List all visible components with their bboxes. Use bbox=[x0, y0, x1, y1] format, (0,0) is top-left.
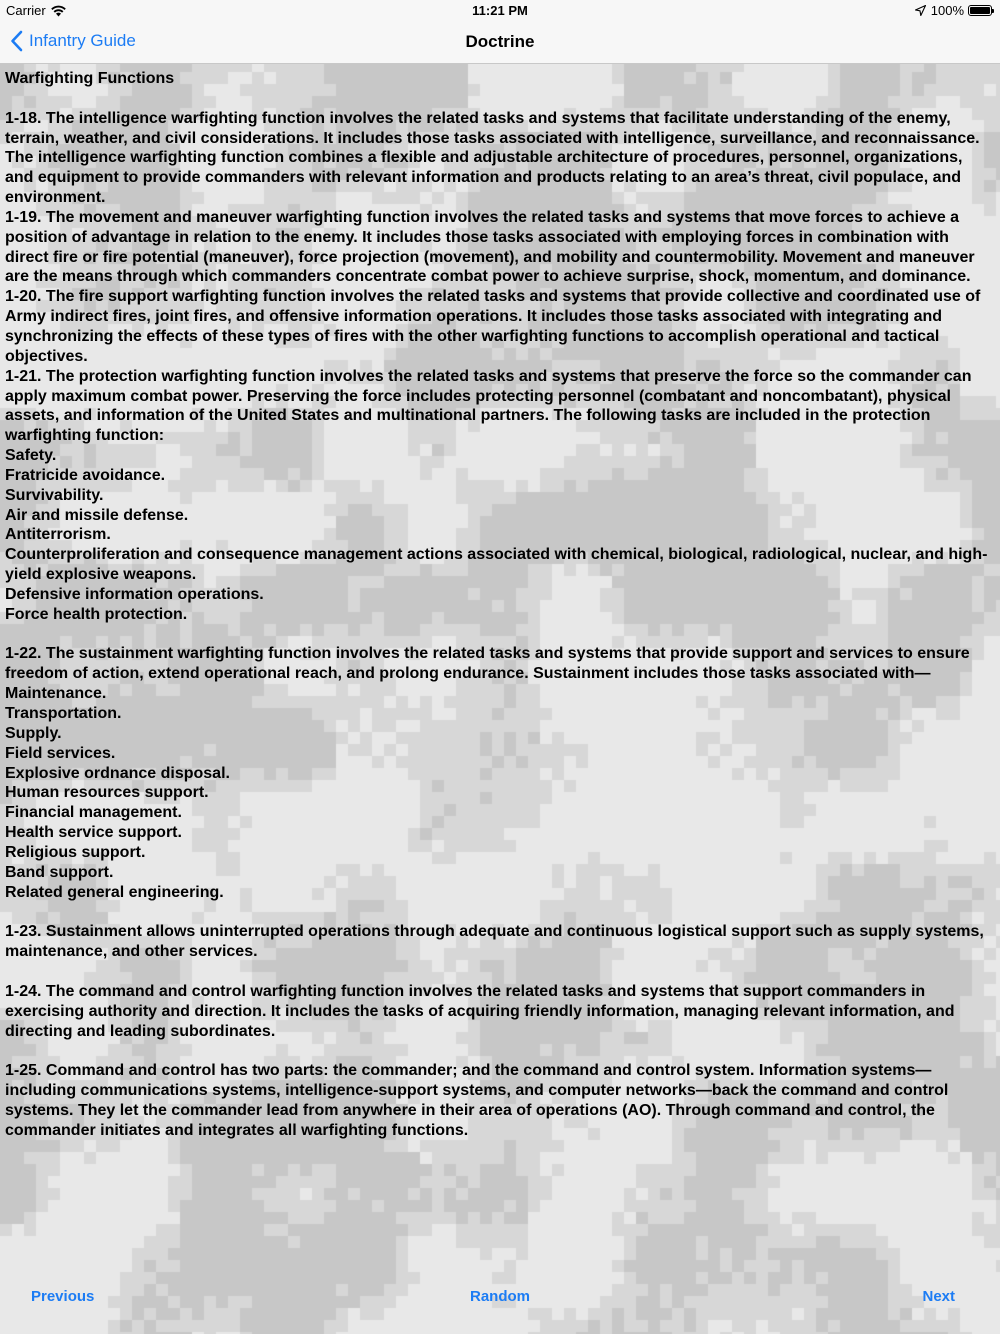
section-heading: Warfighting Functions bbox=[5, 70, 175, 87]
list-item: Field services. bbox=[5, 744, 116, 762]
paragraph-1-25: 1-25. Command and control has two parts: the commander; and the command and control system. Information systems—including communications systems, intelligence-support systems, and computer networks—back the command and control systems. They let the commander lead from anywhere in their area of operations (AO). Through command and control, the commander initiates and integrates all warfighting functions. bbox=[5, 1062, 949, 1139]
doctrine-text[interactable] bbox=[5, 69, 995, 1141]
battery-percent: 100% bbox=[930, 3, 964, 18]
list-item: Fratricide avoidance. bbox=[5, 466, 166, 484]
list-item: Human resources support. bbox=[5, 784, 209, 802]
list-item: Explosive ordnance disposal. bbox=[5, 764, 230, 782]
list-item: Related general engineering. bbox=[5, 883, 224, 901]
back-button[interactable] bbox=[10, 30, 136, 52]
random-button-wrap bbox=[0, 1288, 1000, 1305]
spacer bbox=[5, 902, 995, 922]
list-item: Safety. bbox=[5, 447, 57, 465]
list-item: Survivability. bbox=[5, 486, 104, 504]
list-item: Antiterrorism. bbox=[5, 526, 111, 544]
location-arrow-icon bbox=[915, 5, 926, 16]
status-time: 11:21 PM bbox=[472, 3, 528, 18]
next-button[interactable]: Next bbox=[922, 1288, 955, 1305]
paragraph-1-21: 1-21. The protection warfighting function involves the related tasks and systems that preserve the force so the commander can apply maximum combat power. Preserving the force includes protecting personnel (combatant and noncombatant), physical assets, and information of the United States and multinational partners. The following tasks are included in the protection warfighting function: bbox=[5, 367, 972, 445]
list-item: Maintenance. bbox=[5, 685, 107, 703]
paragraph-1-24: 1-24. The command and control warfighting function involves the related tasks and systems that support commanders in exercising authority and direction. It includes the tasks of acquiring friendly information, managing relevant information, and directing and leading subordinates. bbox=[5, 982, 955, 1040]
list-item: Health service support. bbox=[5, 824, 182, 842]
list-item: Religious support. bbox=[5, 843, 146, 861]
spacer bbox=[5, 625, 995, 645]
list-item: Force health protection. bbox=[5, 605, 188, 623]
list-item: Supply. bbox=[5, 724, 62, 742]
chevron-left-icon bbox=[10, 30, 23, 52]
random-button[interactable]: Random bbox=[470, 1288, 530, 1305]
battery-icon bbox=[968, 5, 992, 16]
spacer bbox=[5, 89, 995, 109]
back-button-label: Infantry Guide bbox=[29, 31, 136, 50]
previous-button[interactable]: Previous bbox=[31, 1288, 95, 1305]
status-right bbox=[915, 3, 992, 18]
bottom-toolbar bbox=[0, 1288, 1000, 1312]
spacer bbox=[5, 1041, 995, 1061]
carrier-label: Carrier bbox=[6, 3, 46, 18]
paragraph-1-22: 1-22. The sustainment warfighting function involves the related tasks and systems that provide support and services to ensure freedom of action, extend operational reach, and prolong endurance. Sustainment includes those tasks associated with— bbox=[5, 645, 970, 683]
paragraph-1-19: 1-19. The movement and maneuver warfighting function involves the related tasks and systems that move forces to achieve a position of advantage in relation to the enemy. It includes those tasks associated with employing forces in combination with direct fire or fire potential (maneuver), force projection (movement), and mobility and countermobility. Movement and maneuver are the means through which commanders concentrate combat power to achieve surprise, shock, momentum, and dominance. bbox=[5, 208, 975, 286]
list-item: Defensive information operations. bbox=[5, 585, 264, 603]
navigation-bar bbox=[0, 22, 1000, 64]
list-item: Counterproliferation and consequence management actions associated with chemical, biological, radiological, nuclear, and high-yield explosive weapons. bbox=[5, 546, 988, 584]
paragraph-1-20: 1-20. The fire support warfighting function involves the related tasks and systems that provide collective and coordinated use of Army indirect fires, joint fires, and offensive information operations. It includes those tasks associated with integrating and synchronizing the effects of these types of fires with the other warfighting functions to accomplish operational and tactical objectives. bbox=[5, 288, 981, 365]
list-item: Band support. bbox=[5, 863, 114, 881]
list-item: Transportation. bbox=[5, 705, 122, 722]
list-item: Financial management. bbox=[5, 804, 182, 822]
list-item: Air and missile defense. bbox=[5, 506, 189, 524]
paragraph-1-18: 1-18. The intelligence warfighting function involves the related tasks and systems that facilitate understanding of the enemy, terrain, weather, and civil considerations. It includes those tasks associated with intelligence, surveillance, and reconnaissance. The intelligence warfighting function combines a flexible and adjustable architecture of procedures, personnel, organizations, and equipment to provide commanders with relevant information and products relating to an area’s threat, civil populace, and environment. bbox=[5, 109, 980, 207]
spacer bbox=[5, 962, 995, 982]
status-bar bbox=[0, 0, 1000, 22]
page-title: Doctrine bbox=[465, 32, 535, 51]
paragraph-1-23: 1-23. Sustainment allows uninterrupted operations through adequate and continuous logistical support such as supply systems, maintenance, and other services. bbox=[5, 923, 984, 961]
